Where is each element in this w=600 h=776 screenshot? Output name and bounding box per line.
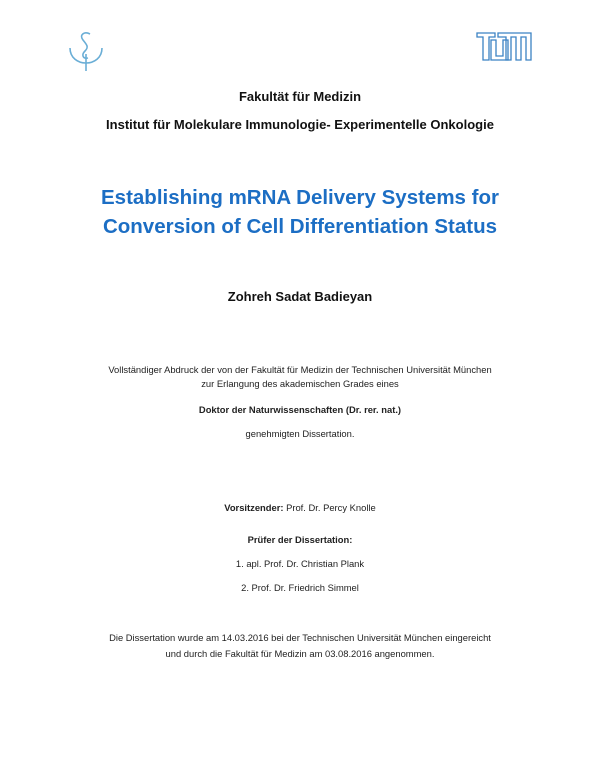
approved-dissertation: genehmigten Dissertation. — [245, 428, 355, 439]
degree-name: Doktor der Naturwissenschaften (Dr. rer. nat.) — [198, 404, 402, 415]
chair-name: Prof. Dr. Percy Knolle — [286, 502, 376, 513]
examiner-2: 2. Prof. Dr. Friedrich Simmel — [241, 582, 359, 593]
faculty-logo-icon — [66, 28, 106, 72]
committee-chair — [0, 502, 600, 513]
submission-line-1: Die Dissertation wurde am 14.03.2016 bei der Technischen Universität München eingereicht — [109, 632, 491, 643]
author-name: Zohreh Sadat Badieyan — [227, 289, 373, 304]
chair-label: Vorsitzender: — [224, 502, 284, 513]
submission-line-2: und durch die Fakultät für Medizin am 03.08.2016 angenommen. — [165, 648, 435, 659]
thesis-title — [0, 183, 600, 241]
institute-name: Institut für Molekulare Immunologie- Experimentelle Onkologie — [106, 117, 494, 132]
statement-line-1: Vollständiger Abdruck der von der Fakultät für Medizin der Technischen Universität München — [108, 364, 492, 375]
thesis-title-line-2: Conversion of Cell Differentiation Status — [102, 215, 498, 238]
thesis-title-line-1: Establishing mRNA Delivery Systems for — [101, 186, 499, 209]
faculty-name: Fakultät für Medizin — [238, 89, 362, 104]
examiners-label: Prüfer der Dissertation: — [247, 534, 353, 545]
examiner-1: 1. apl. Prof. Dr. Christian Plank — [235, 558, 365, 569]
tum-logo-icon — [476, 32, 532, 62]
statement-line-2: zur Erlangung des akademischen Grades eines — [201, 378, 399, 389]
